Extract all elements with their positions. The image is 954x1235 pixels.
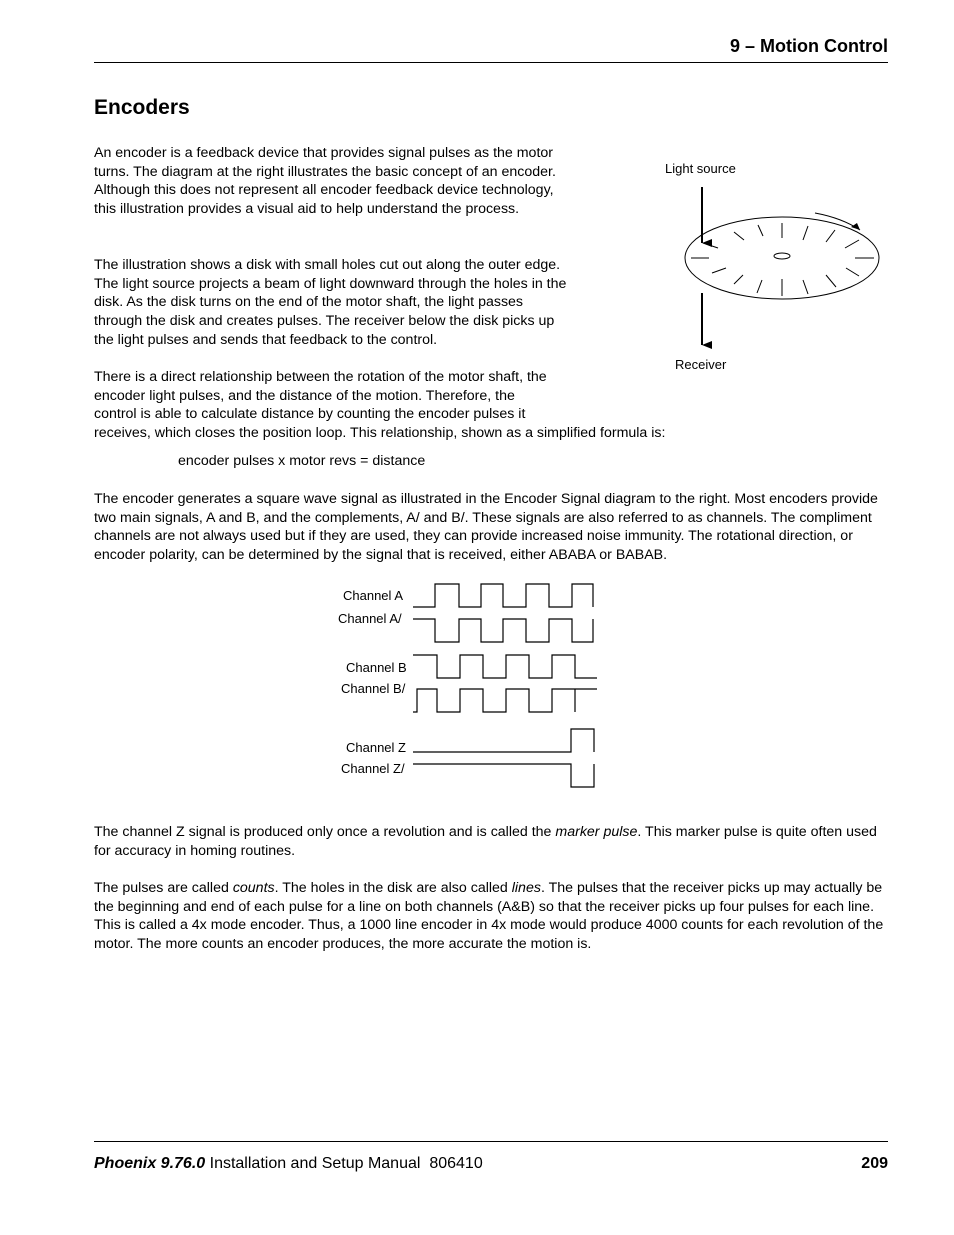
text-span: The pulses are called: [94, 880, 233, 896]
footer-manual-info: [94, 1155, 483, 1173]
section-title: Encoders: [94, 96, 190, 119]
paragraph-counts: [94, 879, 894, 954]
text-span: . The pulses that the receiver picks up may actually be the beginning and end of each pulse for a line on both channels (A&B) so that the receiver picks up four pulses for each line. This is called a 4x mode encoder. Thus, a 1000 line encoder in 4x mode would produce 4000 counts for each revolution of the motor. The more counts an encoder produces, the more accurate the motion is.: [94, 880, 884, 953]
channel-label: Channel B: [346, 660, 407, 675]
footer-product: Phoenix 9.76.0: [94, 1155, 206, 1172]
footer-divider: [94, 1141, 888, 1142]
chapter-title: 9 – Motion Control: [730, 36, 888, 56]
text-span: . The holes in the disk are also called: [274, 880, 512, 896]
waveform-channel-b-complement: [413, 689, 597, 712]
paragraph-square-wave: The encoder generates a square wave signal as illustrated in the Encoder Signal diagram to the right. Most encoders provide two main signals, A and B, and the complements, A/ and B/. These signals are also referred to as channels. The compliment channels are not always used but if they are used, they can provide increased noise immunity. The rotational direction, or encoder polarity, can be determined by the signal that is received, either ABABA or BABAB.: [94, 491, 878, 564]
page-number: 209: [861, 1155, 888, 1172]
paragraph-illustration: The illustration shows a disk with small holes cut out along the outer edge. The light source projects a beam of light downward through the holes in the disk. As the disk turns on the end of the motor shaft, the light passes through the disk and creates pulses. The receiver below the disk picks up the light pulses and sends that feedback to the control.: [94, 257, 567, 348]
text-span: The channel Z signal is produced only once a revolution and is called the: [94, 824, 556, 840]
paragraph-intro: An encoder is a feedback device that provides signal pulses as the motor turns. The diagram at the right illustrates the basic concept of an encoder. Although this does not represent all encoder feedback device technology, this illustration provides a visual aid to help understand the process.: [94, 145, 556, 218]
channel-label: Channel A/: [338, 611, 402, 626]
waveform-channel-z-complement: [413, 764, 594, 787]
paragraph-line: encoder light pulses, and the distance of the motion. Therefore, the: [94, 387, 515, 404]
formula: encoder pulses x motor revs = distance: [178, 453, 426, 469]
channel-label: Channel Z: [346, 740, 406, 755]
lines-term: lines: [511, 880, 541, 896]
paragraph-line: There is a direct relationship between the rotation of the motor shaft, the: [94, 369, 547, 385]
paragraph-channel-z: [94, 823, 894, 860]
counts-term: counts: [232, 880, 275, 896]
paragraph-line: receives, which closes the position loop. This relationship, shown as a simplified formula is:: [94, 425, 666, 442]
footer-manual: Installation and Setup Manual 806410: [205, 1155, 483, 1172]
paragraph-line: control is able to calculate distance by counting the encoder pulses it: [94, 406, 526, 423]
channel-label: Channel B/: [341, 681, 406, 696]
waveform-channel-z: [413, 729, 594, 752]
waveform-channel-b: [413, 655, 597, 678]
waveform-channel-a: [413, 584, 593, 607]
receiver-label: Receiver: [675, 357, 727, 372]
marker-pulse-term: marker pulse: [555, 824, 638, 840]
waveform-channel-a-complement: [413, 619, 593, 642]
channel-label: Channel A: [343, 588, 403, 603]
text-span: . This marker pulse is quite often used for accuracy in homing routines.: [94, 824, 877, 859]
light-source-label: Light source: [665, 161, 736, 176]
channel-label: Channel Z/: [341, 761, 405, 776]
